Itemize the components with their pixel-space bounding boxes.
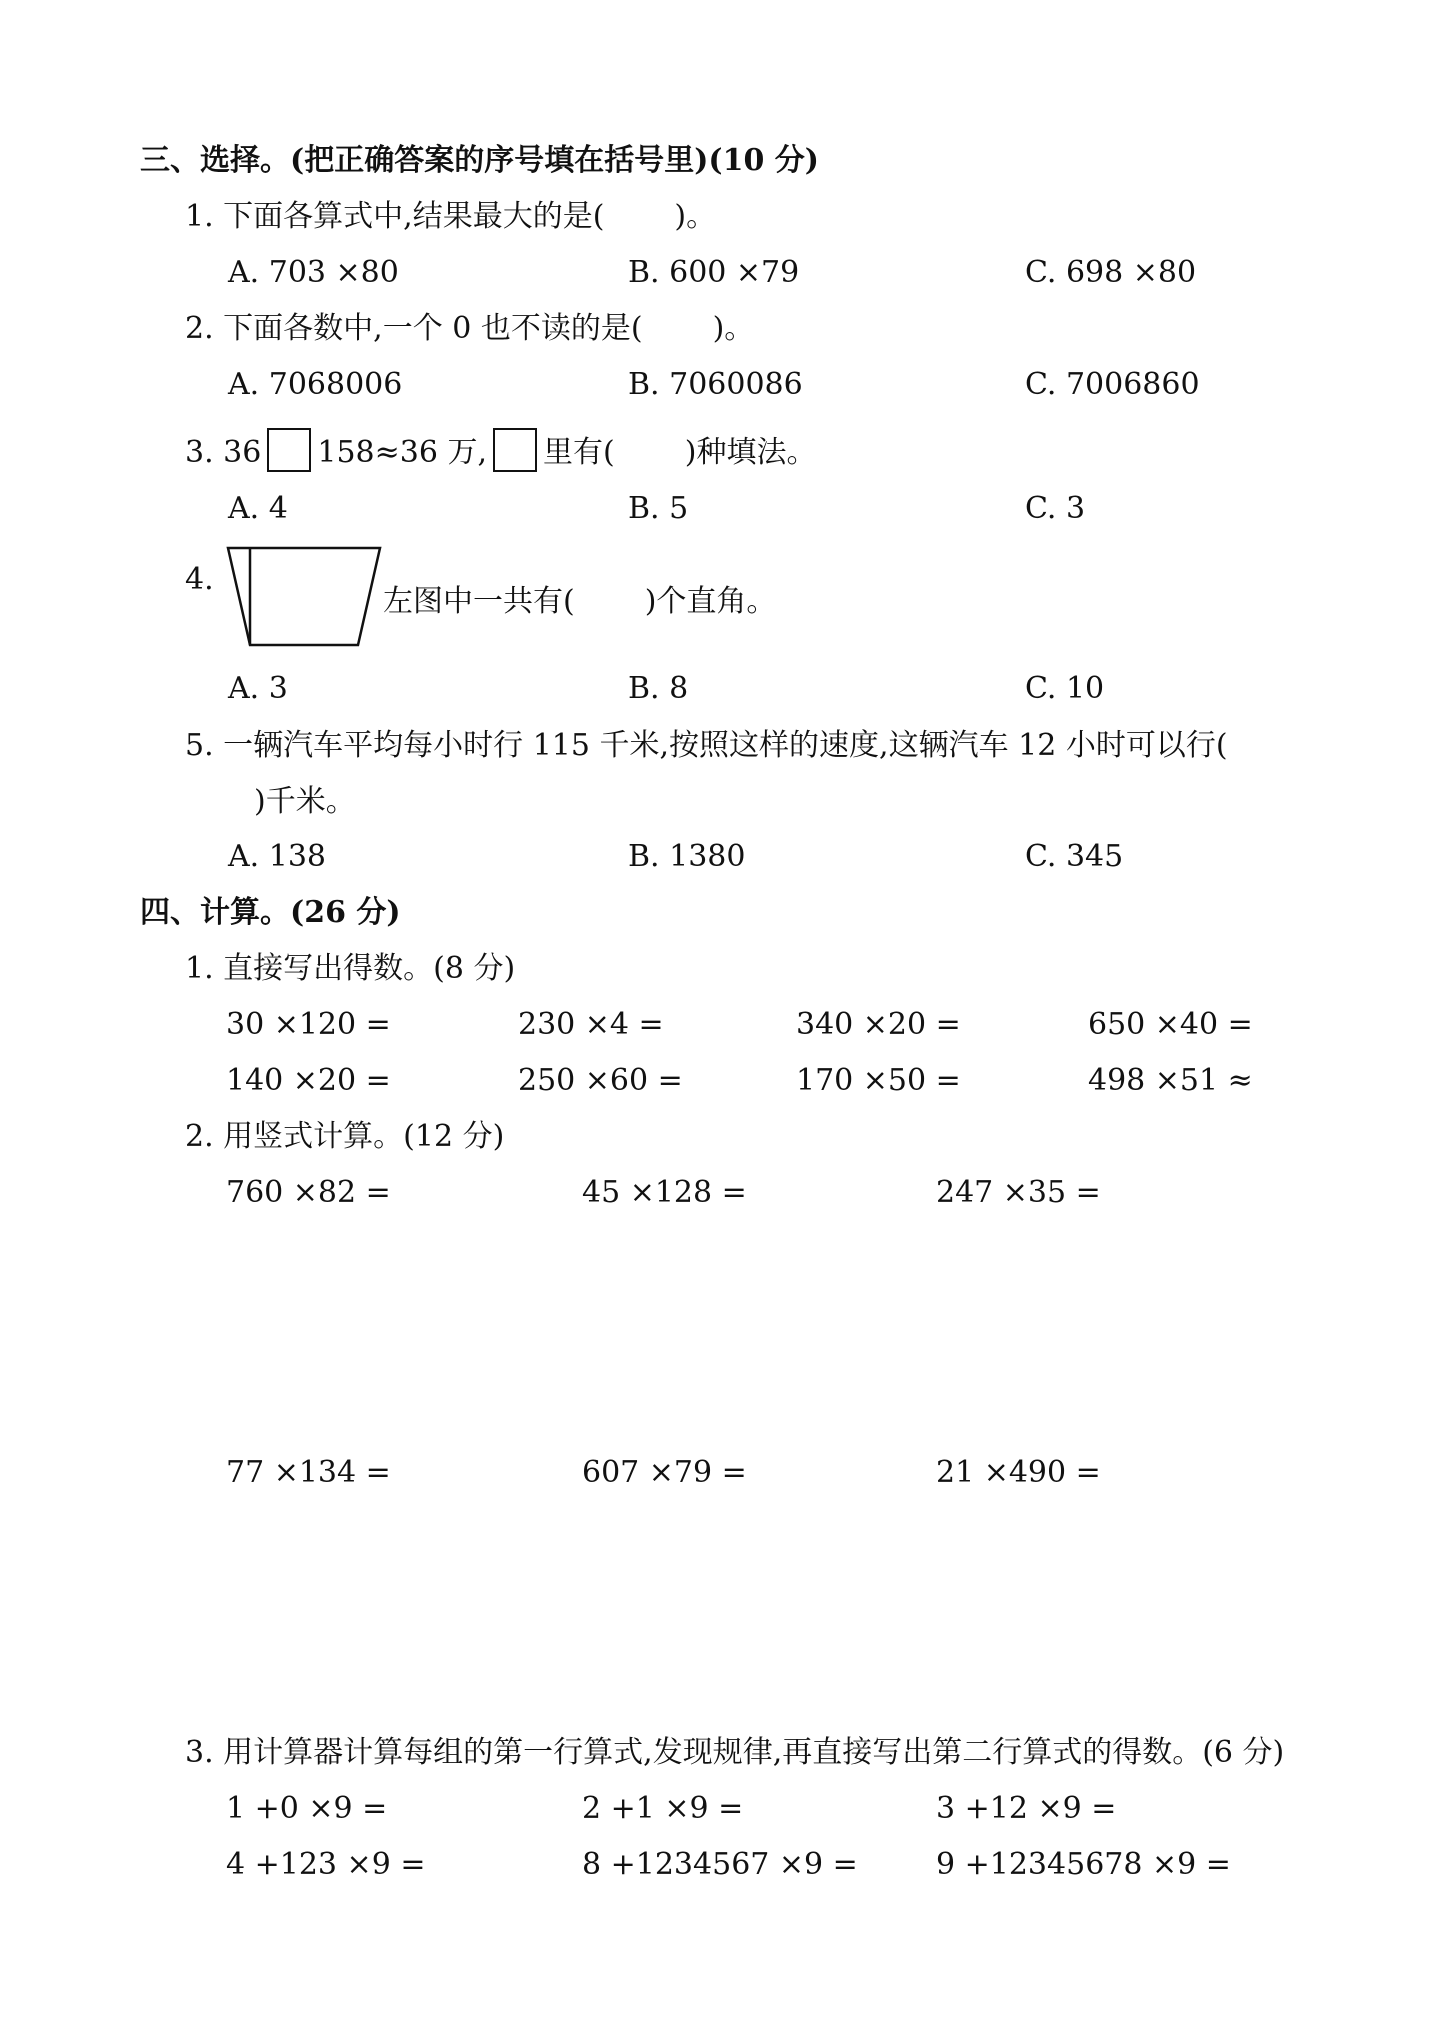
expression: 170 ×50 = (796, 1063, 961, 1098)
option-b: B. 5 (628, 491, 689, 526)
expression: 21 ×490 = (936, 1455, 1101, 1490)
option-a: A. 703 ×80 (228, 255, 399, 290)
expression: 30 ×120 = (226, 1007, 391, 1042)
expression: 77 ×134 = (226, 1455, 391, 1490)
expression: 760 ×82 = (226, 1175, 391, 1210)
question-number: 1. (185, 199, 214, 234)
question-text: 左图中一共有( (383, 584, 575, 619)
expression: 140 ×20 = (226, 1063, 391, 1098)
question-text: 一辆汽车平均每小时行 115 千米,按照这样的速度,这辆汽车 12 小时可以行( (223, 728, 1228, 763)
expression: 4 +123 ×9 = (226, 1847, 426, 1882)
question-text-end: )。 (674, 199, 717, 234)
expression: 9 +12345678 ×9 = (936, 1847, 1231, 1882)
option-c: C. 698 ×80 (1025, 255, 1197, 290)
digit-box (267, 428, 311, 472)
expression: 340 ×20 = (796, 1007, 961, 1042)
question-text: 36 (223, 435, 262, 470)
question-text: 158≈36 万, (317, 435, 488, 470)
q1-label: 1. 直接写出得数。(8 分) (185, 951, 516, 986)
expression: 250 ×60 = (518, 1063, 683, 1098)
question-number: 2. (185, 311, 214, 346)
option-a: A. 4 (228, 491, 288, 526)
expression: 607 ×79 = (582, 1455, 747, 1490)
expression: 45 ×128 = (582, 1175, 747, 1210)
option-a: A. 7068006 (228, 367, 403, 402)
option-a: A. 3 (228, 671, 288, 706)
expression: 3 +12 ×9 = (936, 1791, 1117, 1826)
question-2 (185, 311, 755, 346)
question-4 (383, 584, 777, 619)
question-text-end: )。 (712, 311, 755, 346)
section3-title: 三、选择。(把正确答案的序号填在括号里)(10 分) (140, 143, 819, 178)
trapezoid-figure (225, 545, 385, 650)
option-c: C. 10 (1025, 671, 1105, 706)
option-c: C. 3 (1025, 491, 1086, 526)
digit-box (493, 428, 537, 472)
section4-title: 四、计算。(26 分) (140, 895, 401, 930)
expression: 247 ×35 = (936, 1175, 1101, 1210)
q2-label: 2. 用竖式计算。(12 分) (185, 1119, 505, 1154)
question-number: 3. (185, 435, 214, 470)
question-text: 下面各数中,一个 0 也不读的是( (223, 311, 643, 346)
question-text-end: )个直角。 (644, 584, 777, 619)
expression: 1 +0 ×9 = (226, 1791, 388, 1826)
option-b: B. 1380 (628, 839, 746, 874)
expression: 2 +1 ×9 = (582, 1791, 744, 1826)
question-5 (185, 728, 1228, 763)
option-b: B. 7060086 (628, 367, 803, 402)
expression: 230 ×4 = (518, 1007, 664, 1042)
option-c: C. 7006860 (1025, 367, 1200, 402)
q3-label: 3. 用计算器计算每组的第一行算式,发现规律,再直接写出第二行算式的得数。(6 分) (185, 1735, 1285, 1770)
expression: 650 ×40 = (1088, 1007, 1253, 1042)
option-c: C. 345 (1025, 839, 1124, 874)
question-1 (185, 199, 717, 234)
question-text-end: )种填法。 (684, 435, 817, 470)
option-b: B. 600 ×79 (628, 255, 800, 290)
option-a: A. 138 (228, 839, 326, 874)
expression: 498 ×51 ≈ (1088, 1063, 1253, 1098)
question-number: 4. (185, 562, 214, 597)
question-3 (185, 432, 816, 476)
option-b: B. 8 (628, 671, 689, 706)
question-text-end: )千米。 (254, 784, 356, 819)
question-text: 里有( (543, 435, 615, 470)
question-text: 下面各算式中,结果最大的是( (223, 199, 605, 234)
question-number: 5. (185, 728, 214, 763)
expression: 8 +1234567 ×9 = (582, 1847, 858, 1882)
